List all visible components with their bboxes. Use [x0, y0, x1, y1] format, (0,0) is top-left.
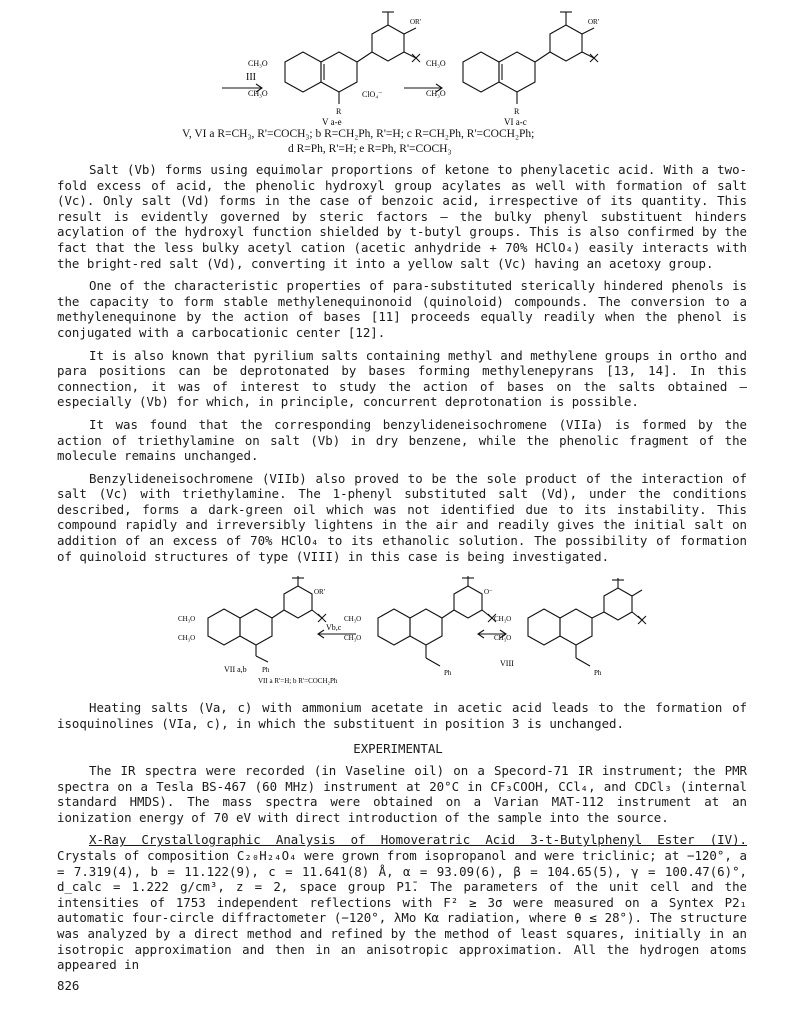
reaction-scheme-1 — [0, 0, 796, 160]
vii-compound-label: VII a,b — [224, 665, 247, 674]
b-methoxy-bottom: CH₃O — [344, 634, 362, 642]
body-section-2 — [57, 700, 747, 738]
paragraph-pyrilium-salts: It is also known that pyrilium salts containing methyl and methylene groups in ortho and para positions can be deprotonated by bases forming methylenepyrans [13, 14]. In this connection, it was of interest to study the action of bases on the salts obtained — especially (Vb) for which, in principle, concurrent deprotonation is possible. — [57, 347, 747, 410]
right-r-label: R — [514, 107, 520, 116]
reagent-label: III — [246, 72, 256, 83]
vii-ph-label: Ph — [262, 666, 270, 674]
b-methoxy-top: CH₃O — [344, 615, 362, 623]
scheme-2-drawing — [0, 574, 796, 686]
viii-methoxy-top: CH₃O — [494, 615, 512, 623]
xray-section-text: Crystals of composition C₂₀H₂₄O₄ were grown from isopropanol and were triclinic; at −120°, a = 7.319(4), b = 11.122(9), c = 11.641(8) Å, α = 93.09(6), β = 104.65(5), γ = 100.47(6)°, d_calc = 1.222 g/cm³, z = 2, space group P1̄. The parameters of the unit cell and the intensities of 1753 independent reflections with F² ≥ 3σ were measured on a Syntex P2₁ automatic four-circle diffractometer (−120°, λMo Kα radiation, where θ ≤ 28°). The structure was analyzed by a direct method and refined by the method of least squares, initially in an isotropic approximation and then in an anisotropic approximation. All the hydrogen atoms appeared in — [57, 847, 747, 973]
experimental-heading: EXPERIMENTAL — [353, 741, 443, 756]
left-r-label: R — [336, 107, 342, 116]
viii-ph-label: Ph — [594, 669, 602, 677]
vii-methoxy-top: CH₃O — [178, 615, 196, 623]
paragraph-xray — [57, 832, 747, 972]
viii-methoxy-bottom: CH₃O — [494, 634, 512, 642]
reaction-arrow-label: Vb,c — [326, 623, 342, 632]
viii-compound-label: VIII — [500, 659, 514, 668]
paragraph-salt-vb: Salt (Vb) forms using equimolar proportions of ketone to phenylacetic acid. With a two-fold excess of acid, the phenolic hydroxyl group acylates as well with formation of salt (Vc). Only salt (Vd) forms in the case of benzoic acid, irrespective of its quantity. This result is evidently governed by steric factors — the bulky phenyl substituent hinders acylation of the hydroxyl function shielded by t-butyl groups. This is also confirmed by the fact that the less bulky acetyl cation (acetic anhydride + 70% HClO₄) easily interacts with the bright-red salt (Vd), converting it into a yellow salt (Vc) having an acetoxy group. — [57, 162, 747, 271]
reaction-scheme-2 — [0, 574, 796, 686]
paragraph-heating-salts: Heating salts (Va, c) with ammonium acetate in acetic acid leads to the formation of isoquinolines (VIa, c), in which the substituent in position 3 is unchanged. — [57, 700, 747, 731]
vii-methoxy-bottom: CH₃O — [178, 634, 196, 642]
left-or-label: OR' — [410, 18, 421, 26]
page-number: 826 — [57, 978, 80, 993]
paragraph-benzylideneisochromene-viib: Benzylideneisochromene (VIIb) also proved to be the sole product of the interaction of salt (Vc) with triethylamine. The 1-phenyl substituted salt (Vd), under the conditions described, forms a dark-green oil which was not identified due to its instability. This compound rapidly and irreversibly lightens in the air and readily gives the initial salt on addition of an excess of 70% HClO₄ to its ethanolic solution. The possibility of formation of quinoloid structures of type (VIII) in this case is being investigated. — [57, 470, 747, 564]
compound-vi-label: VI a-c — [504, 117, 527, 127]
b-phenoxide-label: O⁻ — [484, 588, 493, 596]
paragraph-methylenequinonoid: One of the characteristic properties of para-substituted sterically hindered phenols is the capacity to form stable methylenequinonoid (quinoloid) compounds. The conversion to a methylenequinone by the action of bases [11] proceeds equally readily when the phenol is conjugated with a carbocationic center [12]. — [57, 278, 747, 340]
body-section-1 — [57, 162, 747, 571]
paragraph-ir-spectra: The IR spectra were recorded (in Vaseline oil) on a Specord-71 IR instrument; the PMR spectra on a Tesla BS-467 (60 MHz) instrument at 20°C in CF₃COOH, CCl₄, and CDCl₃ (internal standard HMDS). The mass spectra were obtained on a Varian MAT-112 instrument at an ionization energy of 70 eV with direct introduction of the sample into the source. — [57, 763, 747, 825]
right-methoxy-top: CH₃O — [426, 59, 446, 68]
xray-section-title: X-Ray Crystallographic Analysis of Homoveratric Acid 3-t-Butylphenyl Ester (IV). — [89, 832, 747, 848]
scheme-1-drawing — [0, 0, 796, 128]
scheme-1-caption-line-1: V, VI a R=CH₃, R'=COCH₃; b R=CH₂Ph, R'=H; c R=CH₂Ph, R'=COCH₂Ph; — [182, 128, 535, 140]
left-methoxy-top: CH₃O — [248, 59, 268, 68]
vii-or-label: OR' — [314, 588, 325, 596]
right-or-label: OR' — [588, 18, 599, 26]
right-methoxy-bottom: CH₃O — [426, 89, 446, 98]
b-ph-label: Ph — [444, 669, 452, 677]
body-section-3 — [57, 763, 747, 980]
compound-v-label: V a-e — [322, 117, 342, 127]
left-methoxy-bottom: CH₃O — [248, 89, 268, 98]
paragraph-benzylideneisochromene-viia: It was found that the corresponding benzylideneisochromene (VIIa) is formed by the action of triethylamine on salt (Vb) in dry benzene, while the phenolic fragment of the molecule remains unchanged. — [57, 416, 747, 464]
scheme-2-caption: VII a R'=H; b R'=COCH₂Ph — [258, 677, 338, 685]
perchlorate-label: ClO₄⁻ — [362, 90, 383, 99]
scheme-1-caption-line-2: d R=Ph, R'=H; e R=Ph, R'=COCH₃ — [288, 143, 452, 155]
